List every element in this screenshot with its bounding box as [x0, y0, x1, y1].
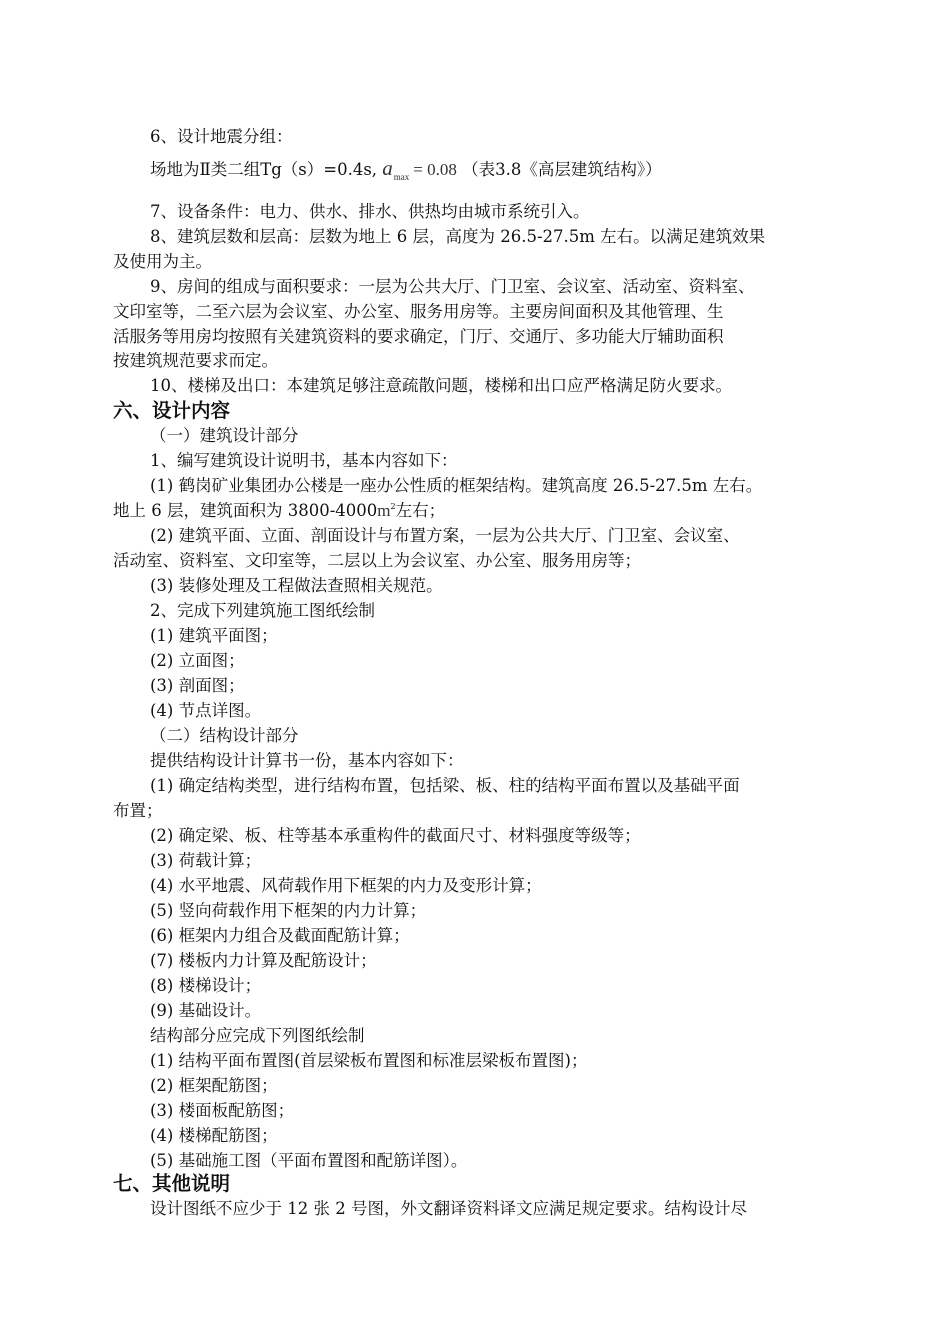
structure-item-1: (1) 确定结构类型，进行结构布置，包括梁、板、柱的结构平面布置以及基础平面: [150, 776, 740, 795]
area-unit-superscript: 2: [390, 502, 396, 511]
drawings-heading: 结构部分应完成下列图纸绘制: [150, 1026, 365, 1045]
item-2-heading: 2、完成下列建筑施工图纸绘制: [150, 601, 375, 620]
item-1-3: (3) 装修处理及工程做法查照相关规范。: [150, 576, 443, 595]
structure-item-2: (2) 确定梁、板、柱等基本承重构件的截面尺寸、材料强度等级等；: [150, 826, 641, 845]
item-2-4: (4) 节点详图。: [150, 701, 262, 720]
area-text: 地上 6 层，建筑面积为 3800-4000: [113, 501, 378, 520]
rooms-line-4: 按建筑规范要求而定。: [113, 351, 278, 370]
subsection-architecture: （一）建筑设计部分: [150, 426, 299, 445]
subsection-structure: （二）结构设计部分: [150, 726, 299, 745]
structure-item-9: (9) 基础设计。: [150, 1001, 262, 1020]
area-text-end: 左右；: [395, 501, 446, 520]
item-1-2-cont: 活动室、资料室、文印室等，二层以上为会议室、办公室、服务用房等；: [113, 551, 641, 570]
drawing-item-2: (2) 框架配筋图；: [150, 1076, 278, 1095]
item-2-3: (3) 剖面图；: [150, 676, 245, 695]
seismic-group-line: 6、设计地震分组：: [150, 127, 293, 146]
section-heading-7: 七、其他说明: [113, 1172, 231, 1195]
equipment-line: 7、设备条件：电力、供水、排水、供热均由城市系统引入。: [150, 202, 590, 221]
alpha-max-formula: [382, 156, 457, 182]
alpha-subscript: max: [393, 172, 410, 182]
drawing-item-5: (5) 基础施工图（平面布置图和配筋详图）。: [150, 1151, 468, 1170]
item-2-1: (1) 建筑平面图；: [150, 626, 278, 645]
drawing-item-1: (1) 结构平面布置图(首层梁板布置图和标准层梁板布置图)；: [150, 1051, 588, 1070]
area-unit: m: [377, 501, 391, 520]
rooms-line: 9、房间的组成与面积要求：一层为公共大厅、门卫室、会议室、活动室、资料室、: [150, 277, 755, 296]
drawing-item-4: (4) 楼梯配筋图；: [150, 1126, 278, 1145]
alpha-value: = 0.08: [413, 160, 457, 179]
table-reference: （表3.8《高层建筑结构》）: [462, 160, 662, 179]
item-2-2: (2) 立面图；: [150, 651, 245, 670]
item-1-heading: 1、编写建筑设计说明书，基本内容如下：: [150, 451, 458, 470]
structure-item-5: (5) 竖向荷载作用下框架的内力计算；: [150, 901, 427, 920]
site-class-line: [150, 153, 843, 183]
rooms-line-3: 活服务等用房均按照有关建筑资料的要求确定，门厅、交通厅、多功能大厅辅助面积: [113, 327, 724, 346]
section-heading-6: 六、设计内容: [113, 399, 231, 422]
other-notes-line: 设计图纸不应少于 12 张 2 号图，外文翻译资料译文应满足规定要求。结构设计尽: [150, 1199, 747, 1218]
structure-item-3: (3) 荷载计算；: [150, 851, 262, 870]
drawing-item-3: (3) 楼面板配筋图；: [150, 1101, 295, 1120]
structure-intro: 提供结构设计计算书一份，基本内容如下：: [150, 751, 464, 770]
site-class-text: 场地为Ⅱ类二组Tg（s）=0.4s,: [150, 160, 378, 179]
structure-item-1-cont: 布置；: [113, 801, 163, 820]
alpha-symbol: a: [382, 156, 393, 180]
item-1-1: (1) 鹤岗矿业集团办公楼是一座办公性质的框架结构。建筑高度 26.5-27.5m 左右。: [150, 476, 763, 495]
structure-item-6: (6) 框架内力组合及截面配筋计算；: [150, 926, 410, 945]
floors-line-cont: 及使用为主。: [113, 252, 212, 271]
item-1-2: (2) 建筑平面、立面、剖面设计与布置方案，一层为公共大厅、门卫室、会议室、: [150, 526, 740, 545]
structure-item-8: (8) 楼梯设计；: [150, 976, 262, 995]
structure-item-7: (7) 楼板内力计算及配筋设计；: [150, 951, 377, 970]
structure-item-4: (4) 水平地震、风荷载作用下框架的内力及变形计算；: [150, 876, 542, 895]
item-1-1-cont: [113, 499, 843, 523]
stairs-line: 10、楼梯及出口：本建筑足够注意疏散问题，楼梯和出口应严格满足防火要求。: [150, 376, 732, 395]
floors-line: 8、建筑层数和层高：层数为地上 6 层，高度为 26.5-27.5m 左右。以满足建筑效果: [150, 227, 766, 246]
rooms-line-2: 文印室等，二至六层为会议室、办公室、服务用房等。主要房间面积及其他管理、生: [113, 302, 724, 321]
